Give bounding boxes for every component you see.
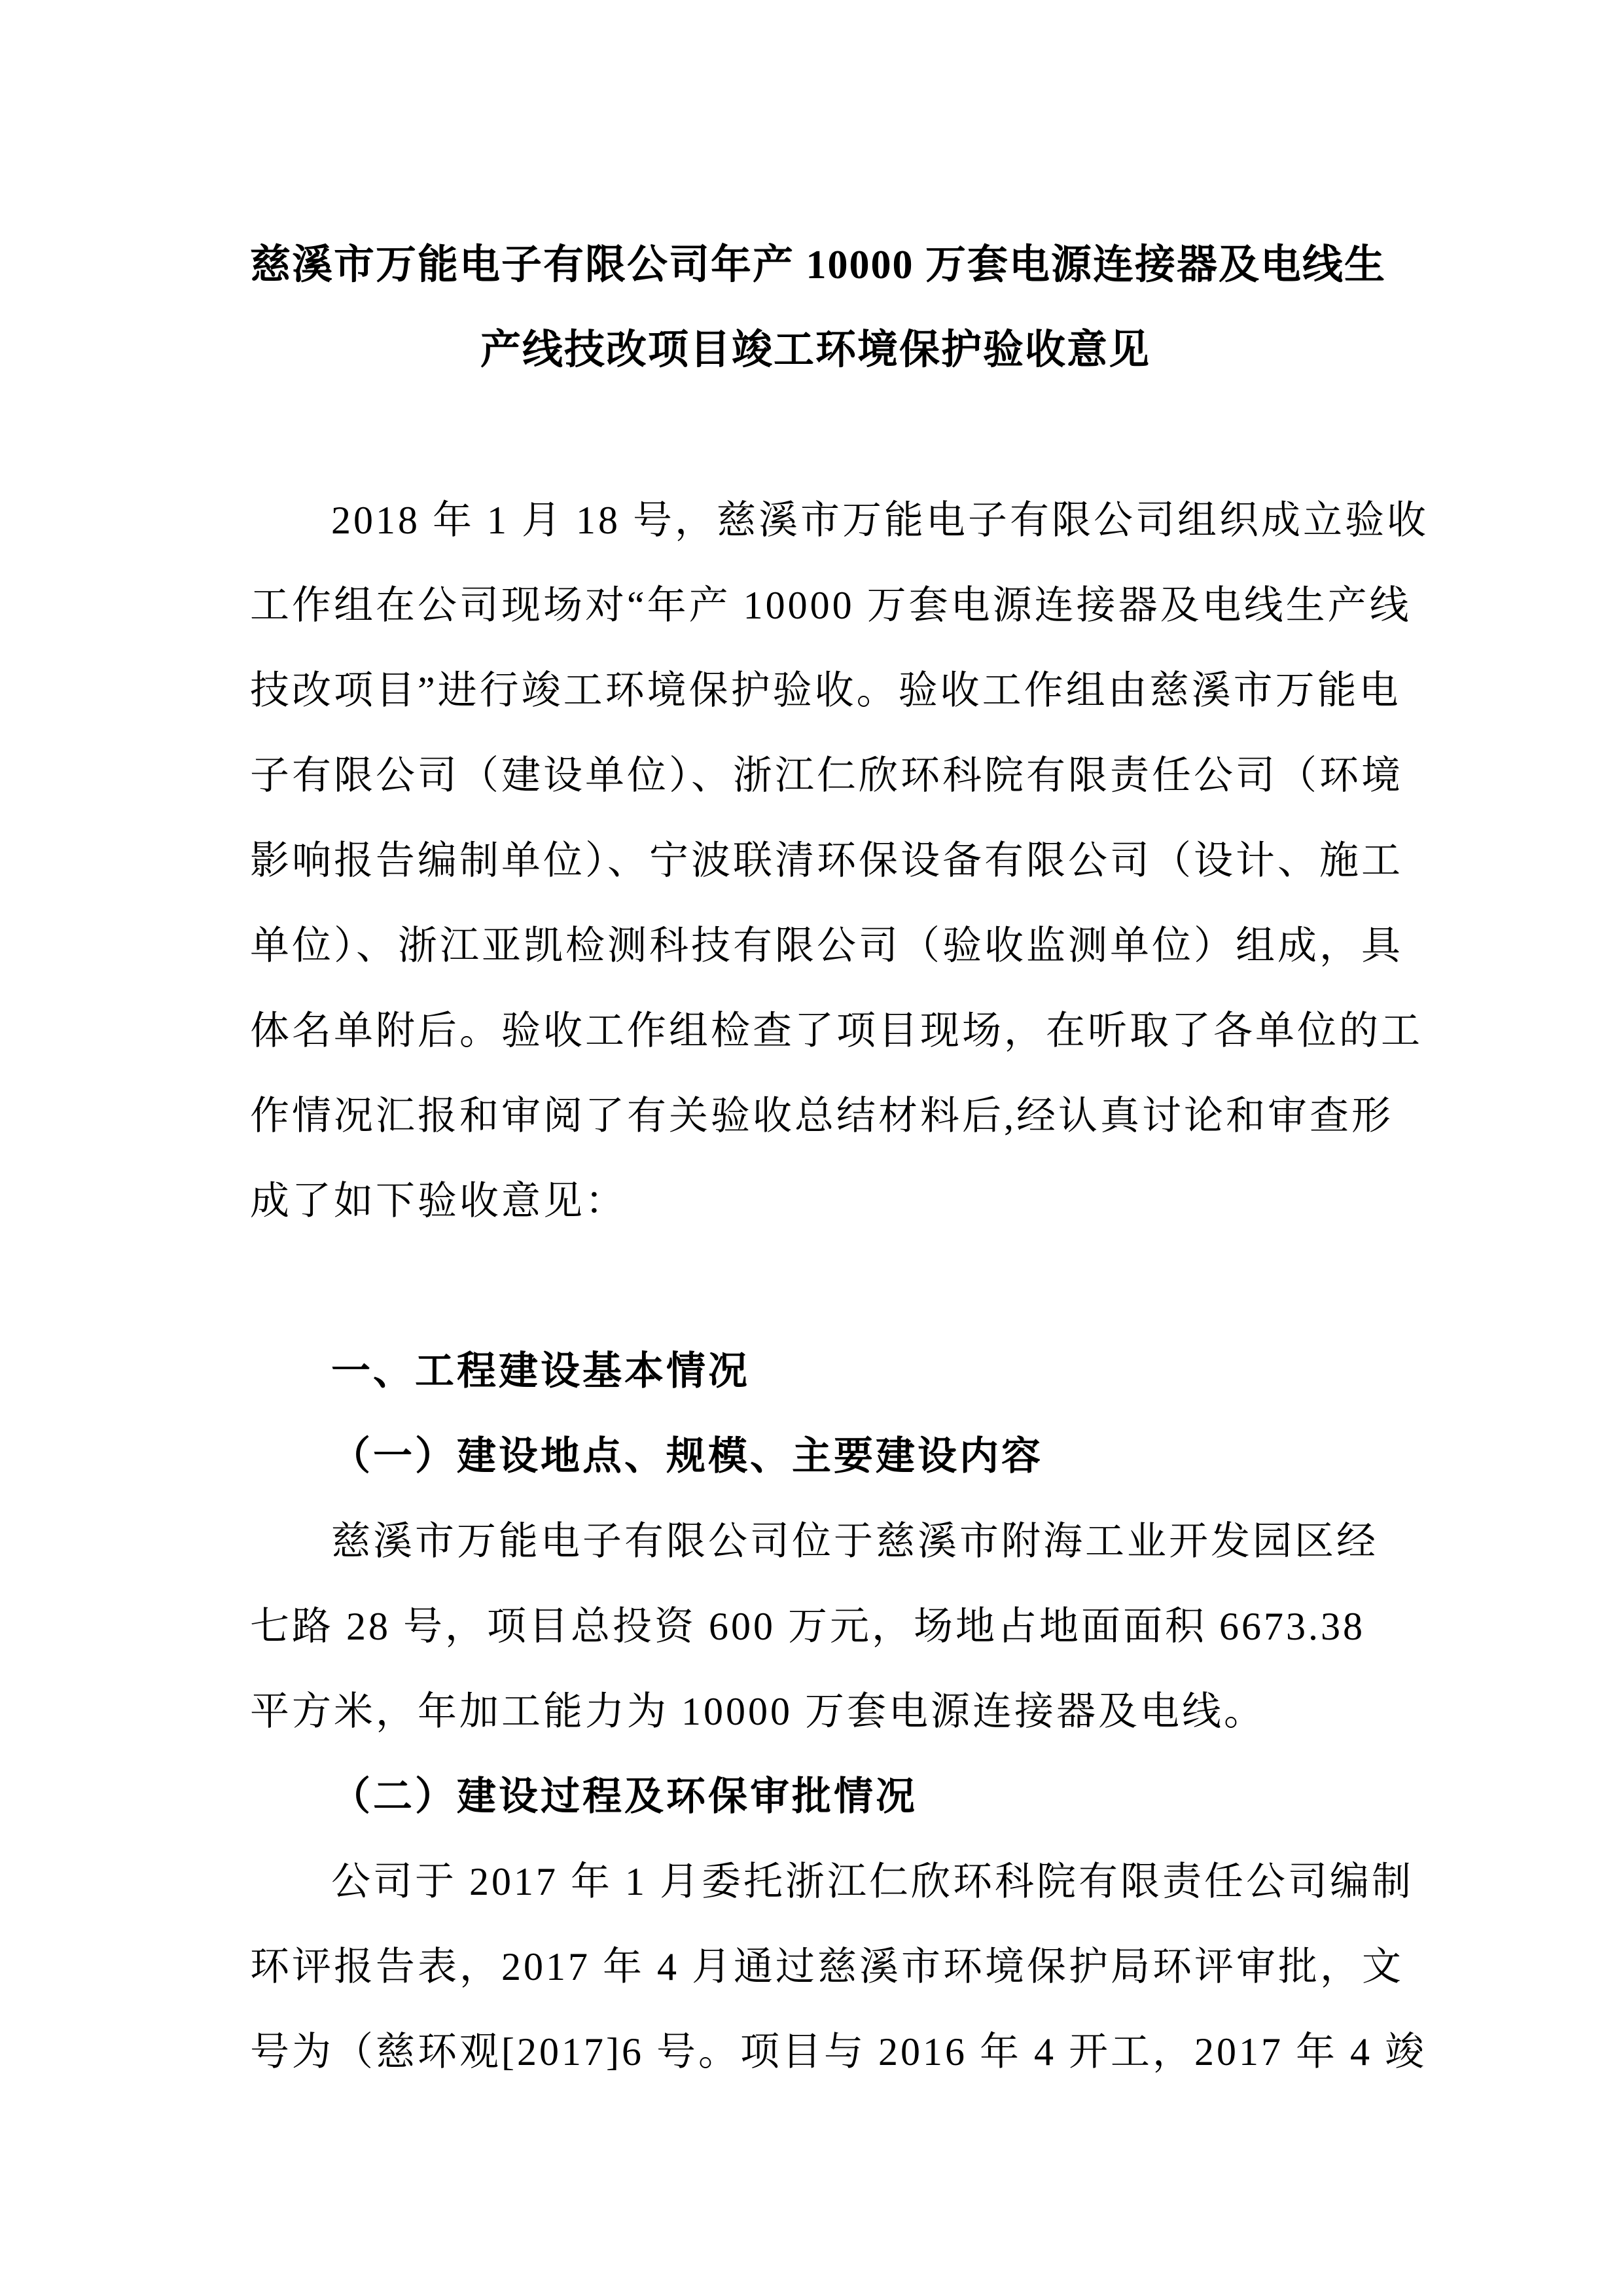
text-line: 平方米，年加工能力为 10000 万套电源连接器及电线。 [250,1690,1266,1733]
heading-line: 一、工程建设基本情况 [331,1350,750,1393]
document-content [250,223,1429,2094]
text-line: 环评报告表，2017 年 4 月通过慈溪市环境保护局环评审批，文 [250,1945,1404,1988]
title-body-gap [250,393,1381,478]
text-line: 成了如下验收意见： [250,1179,627,1223]
text-line: 七路 28 号，项目总投资 600 万元，场地占地面面积 6673.38 [250,1605,1365,1648]
document-title [250,223,1387,393]
blank-line [250,1244,1381,1329]
text-line: 2018 年 1 月 18 号，慈溪市万能电子有限公司组织成立验收 [331,499,1429,542]
text-line: 子有限公司（建设单位）、浙江仁欣环科院有限责任公司（环境 [250,754,1403,797]
text-line: 慈溪市万能电子有限公司位于慈溪市附海工业开发园区经 [331,1520,1378,1563]
heading-line: （一）建设地点、规模、主要建设内容 [331,1435,1043,1478]
text-line: 影响报告编制单位）、宁波联清环保设备有限公司（设计、施工 [250,839,1403,882]
text-line: 体名单附后。验收工作组检查了项目现场，在听取了各单位的工 [250,1009,1423,1052]
text-line: 技改项目”进行竣工环境保护验收。验收工作组由慈溪市万能电 [250,669,1401,712]
text-line: 公司于 2017 年 1 月委托浙江仁欣环科院有限责任公司编制 [331,1860,1414,1903]
text-line: 工作组在公司现场对“年产 10000 万套电源连接器及电线生产线 [250,584,1412,627]
body-lines [250,478,1429,2094]
title-line-2: 产线技改项目竣工环境保护验收意见 [480,328,1150,372]
heading-line: （二）建设过程及环保审批情况 [331,1775,918,1818]
text-line: 作情况汇报和审阅了有关验收总结材料后,经认真讨论和审查形 [250,1094,1393,1138]
text-line: 单位）、浙江亚凯检测科技有限公司（验收监测单位）组成，具 [250,924,1403,967]
text-line: 号为（慈环观[2017]6 号。项目与 2016 年 4 开工，2017 年 4 竣 [250,2030,1427,2073]
title-line-1: 慈溪市万能电子有限公司年产 10000 万套电源连接器及电线生 [250,243,1387,287]
